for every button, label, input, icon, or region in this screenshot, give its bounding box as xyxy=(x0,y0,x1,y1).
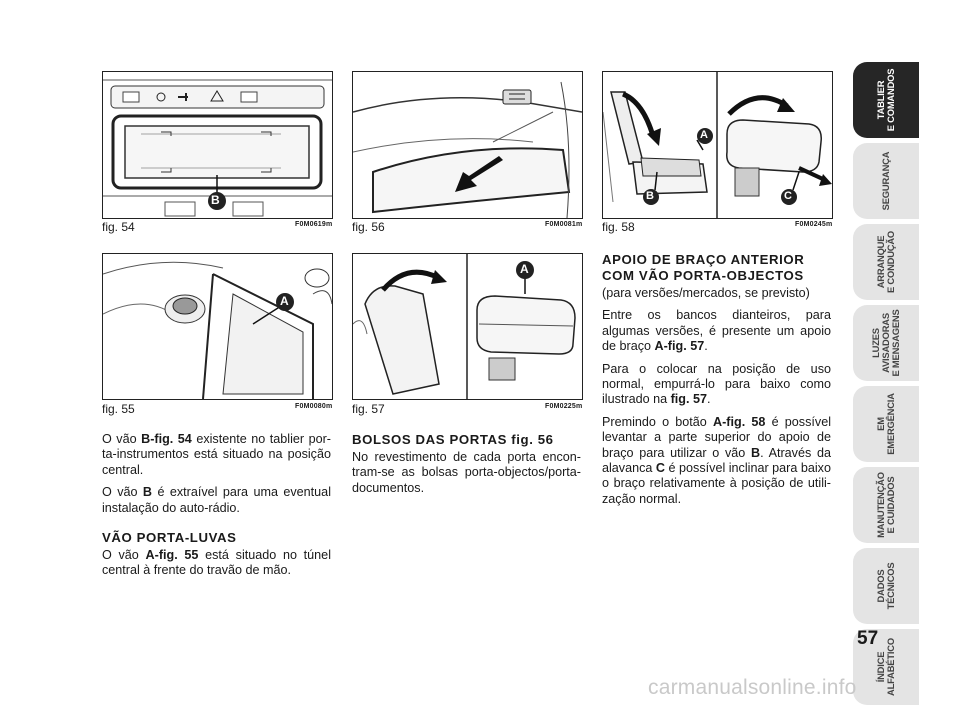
fig-54-illustration xyxy=(102,71,333,219)
fig-58-caption: fig. 58 xyxy=(602,220,635,234)
fig-58-callout-b: B xyxy=(646,190,654,202)
armrest-subtitle: (para versões/mercados, se previsto) xyxy=(602,286,810,300)
column-2-text xyxy=(352,432,581,503)
fig-56-caption: fig. 56 xyxy=(352,220,385,234)
fig-54-callout-b: B xyxy=(211,193,220,207)
paragraph-armrest-button: Premindo o botão A-fig. 58 é possível levantar a parte superior do apoio de braço para utilizar o vão B. Através da alavanca C é possível inclinar para baixo o braço relativamente à posição de utilização normal. xyxy=(602,414,832,506)
paragraph-fig55: O vão A-fig. 55 está situado no túnel central à frente do travão de mão. xyxy=(102,548,331,578)
fig-54-code: F0M0619m xyxy=(295,221,333,228)
tab-indice-alfabetico[interactable]: ÍNDICE ALFABÉTICO xyxy=(853,629,919,705)
heading-glove-compartment: VÃO PORTA-LUVAS xyxy=(102,530,237,546)
fig-58-callout-a: A xyxy=(700,129,708,141)
tab-tablier-e-comandos[interactable]: TABLIER E COMANDOS xyxy=(853,62,919,138)
paragraph-armrest-intro: Entre os bancos dianteiros, para algumas versões, é presente um apoio de braço A-fig. 57. xyxy=(602,308,831,354)
fig-56-illustration xyxy=(352,71,583,219)
section-tabs xyxy=(853,62,919,710)
heading-armrest-line-2: COM VÃO PORTA-OBJECTOS xyxy=(602,268,804,283)
fig-55-illustration xyxy=(102,253,333,400)
fig-57-callout-a: A xyxy=(520,262,529,276)
column-1-text xyxy=(102,432,331,586)
tab-arranque-e-conducao[interactable]: ARRANQUE E CONDUÇÃO xyxy=(853,224,919,300)
fig-58-callout-c: C xyxy=(784,190,792,202)
fig-57-caption: fig. 57 xyxy=(352,402,385,416)
heading-armrest: APOIO DE BRAÇO ANTERIOR xyxy=(602,252,805,267)
fig-55-callout-a: A xyxy=(280,294,289,308)
heading-door-pockets: BOLSOS DAS PORTAS fig. 56 xyxy=(352,432,554,447)
fig-55-code: F0M0080m xyxy=(295,403,333,410)
column-3-text xyxy=(602,252,831,514)
paragraph-fig54: O vão B-fig. 54 existente no tablier porta-instrumentos está situado na posição central. xyxy=(102,432,331,477)
tab-luzes-avisadoras[interactable]: LUZES AVISADORAS E MENSAGENS xyxy=(853,305,919,381)
fig-56-code: F0M0081m xyxy=(545,221,583,228)
paragraph-door-pockets: No revestimento de cada porta encontram-se as bolsas porta-objectos/porta-documentos. xyxy=(352,450,581,495)
fig-55-caption: fig. 55 xyxy=(102,402,135,416)
fig-58-code: F0M0245m xyxy=(795,221,833,228)
page-number: 57 xyxy=(857,628,879,649)
tab-seguranca[interactable]: SEGURANÇA xyxy=(853,143,919,219)
fig-54-caption: fig. 54 xyxy=(102,220,135,234)
paragraph-armrest-position: Para o colocar na posição de uso normal, empurrá-lo para baixo como ilustrado na fig. 57. xyxy=(602,361,831,407)
tab-manutencao-e-cuidados[interactable]: MANUTENÇÃO E CUIDADOS xyxy=(853,467,919,543)
tab-dados-tecnicos[interactable]: DADOS TÉCNICOS xyxy=(853,548,919,624)
paragraph-removable-compartment: O vão B é extraível para uma eventual instalação do auto-rádio. xyxy=(102,485,331,515)
watermark: carmanualsonline.info xyxy=(648,676,857,699)
fig-57-code: F0M0225m xyxy=(545,403,583,410)
fig-58-illustration xyxy=(602,71,833,219)
tab-em-emergencia[interactable]: EM EMERGÊNCIA xyxy=(853,386,919,462)
fig-57-illustration xyxy=(352,253,583,400)
